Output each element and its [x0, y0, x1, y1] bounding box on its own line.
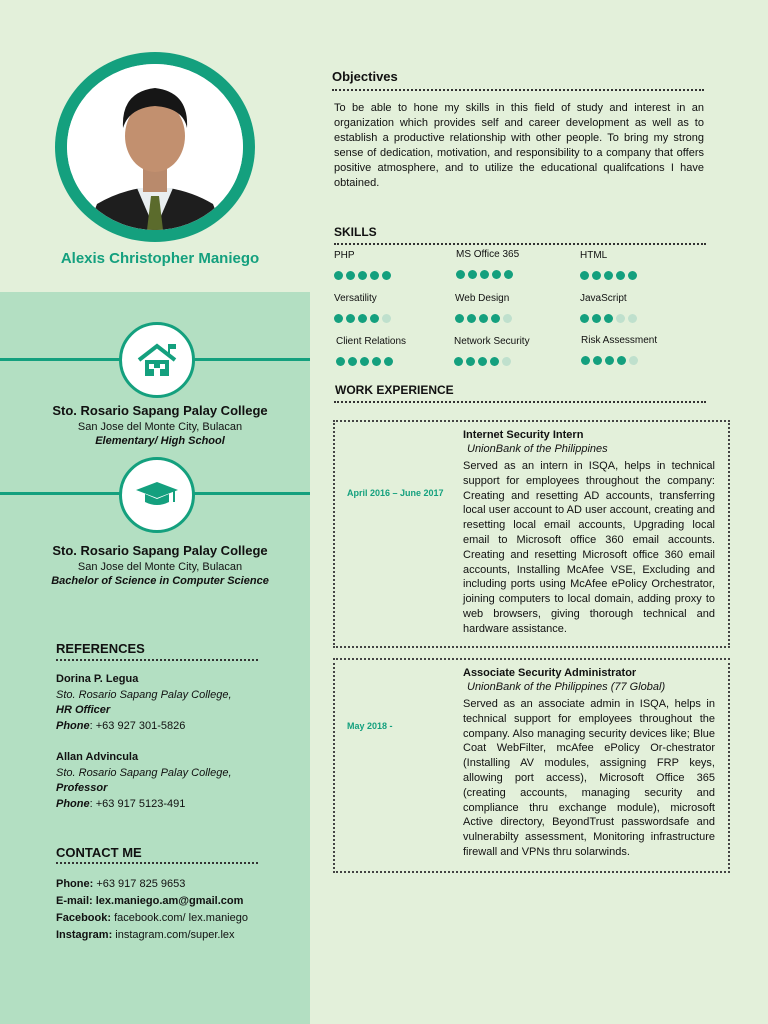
skill-name: Web Design — [455, 293, 510, 304]
job-item — [333, 420, 730, 648]
section-divider — [56, 659, 258, 661]
rating-dot-filled — [360, 357, 369, 366]
rating-dot-filled — [480, 270, 489, 279]
contact-phone-row — [56, 876, 248, 893]
objectives-title: Objectives — [332, 69, 398, 84]
rating-dot-filled — [504, 270, 513, 279]
contact-list — [56, 876, 248, 944]
skill-name: HTML — [580, 250, 608, 261]
skill-rating — [456, 270, 576, 279]
rating-dot-empty — [628, 314, 637, 323]
work-experience-title: WORK EXPERIENCE — [335, 383, 454, 397]
reference-phone-label: Phone — [56, 719, 90, 732]
reference-school: Sto. Rosario Sapang Palay College, — [56, 688, 232, 701]
candidate-name: Alexis Christopher Maniego — [60, 250, 260, 267]
rating-dot-filled — [604, 314, 613, 323]
job-description: Served as an intern in ISQA, helps in technical support for employees throughout the company: Creating and resetting AD accounts, transferring local user account to AD user account, creating and resetting local email accounts, Upgrading local email to Microsoft office 360 email accounts. Creating and resetting Microsoft office 360 email accounts, Installing McAfee VSE, Excluding and including ports using McAfee ePolicy Orchestrator, joining computers to local domain, adding proxy to web browsers, giving thorough technical and hardware assistance. — [463, 460, 715, 635]
skill-item — [581, 335, 701, 365]
skill-rating — [580, 271, 700, 280]
skill-name: PHP — [334, 250, 355, 261]
education-school: Sto. Rosario Sapang Palay College — [52, 403, 268, 418]
contact-phone: +63 917 825 9653 — [93, 878, 186, 890]
section-divider — [334, 401, 706, 403]
education-school: Sto. Rosario Sapang Palay College — [52, 543, 268, 558]
skill-item — [580, 293, 700, 323]
rating-dot-filled — [370, 271, 379, 280]
skill-item — [455, 293, 575, 323]
skill-item — [336, 336, 456, 366]
rating-dot-filled — [466, 357, 475, 366]
rating-dot-filled — [592, 314, 601, 323]
reference-phone: : +63 927 301-5826 — [89, 719, 186, 732]
rating-dot-filled — [479, 314, 488, 323]
rating-dot-filled — [593, 356, 602, 365]
skill-item — [580, 250, 700, 280]
job-details — [463, 667, 715, 860]
rating-dot-filled — [455, 314, 464, 323]
references-title: REFERENCES — [56, 641, 145, 656]
skill-name: Client Relations — [336, 336, 407, 347]
contact-facebook: facebook.com/ lex.maniego — [111, 912, 248, 924]
rating-dot-filled — [478, 357, 487, 366]
education-item — [0, 403, 320, 447]
job-item — [333, 658, 730, 873]
house-icon — [119, 322, 195, 398]
rating-dot-filled — [358, 314, 367, 323]
rating-dot-filled — [491, 314, 500, 323]
rating-dot-filled — [372, 357, 381, 366]
skill-item — [334, 293, 454, 323]
rating-dot-filled — [490, 357, 499, 366]
skill-name: Risk Assessment — [581, 335, 658, 346]
reference-name: Allan Advincula — [56, 751, 139, 763]
contact-instagram-row — [56, 927, 248, 944]
skill-item — [334, 250, 454, 280]
rating-dot-filled — [604, 271, 613, 280]
contact-instagram-label: Instagram: — [56, 929, 113, 941]
section-divider — [334, 243, 706, 245]
skill-rating — [455, 314, 575, 323]
reference-item — [56, 750, 232, 812]
skill-name: MS Office 365 — [456, 249, 520, 260]
skill-rating — [580, 314, 700, 323]
contact-email-label: E-mail: — [56, 895, 93, 907]
rating-dot-filled — [346, 314, 355, 323]
education-city: San Jose del Monte City, Bulacan — [77, 561, 243, 573]
rating-dot-filled — [358, 271, 367, 280]
rating-dot-filled — [492, 270, 501, 279]
skill-item — [456, 249, 576, 279]
contact-phone-label: Phone: — [56, 878, 94, 890]
education-item — [0, 543, 320, 587]
profile-photo — [67, 64, 243, 230]
rating-dot-filled — [580, 314, 589, 323]
rating-dot-filled — [628, 271, 637, 280]
rating-dot-empty — [382, 314, 391, 323]
rating-dot-filled — [605, 356, 614, 365]
job-date: April 2016 – June 2017 — [347, 488, 444, 498]
skill-item — [454, 336, 574, 366]
skill-rating — [334, 314, 454, 323]
job-company: UnionBank of the Philippines — [467, 443, 608, 455]
reference-school: Sto. Rosario Sapang Palay College, — [56, 766, 232, 779]
skill-rating — [581, 356, 701, 365]
contact-email: lex.maniego.am@gmail.com — [92, 895, 244, 907]
reference-phone-label: Phone — [56, 797, 90, 810]
skill-name: JavaScript — [580, 293, 627, 304]
rating-dot-empty — [502, 357, 511, 366]
rating-dot-filled — [334, 314, 343, 323]
rating-dot-filled — [382, 271, 391, 280]
rating-dot-filled — [334, 271, 343, 280]
reference-item — [56, 672, 232, 734]
rating-dot-empty — [616, 314, 625, 323]
skill-rating — [336, 357, 456, 366]
rating-dot-filled — [336, 357, 345, 366]
section-divider — [56, 862, 258, 864]
reference-name: Dorina P. Legua — [56, 673, 139, 685]
job-date: May 2018 - — [347, 721, 393, 731]
skill-name: Network Security — [454, 336, 530, 347]
objectives-text: To be able to hone my skills in this field of study and interest in an organization which provides self and career development as well as to establish a productive relationship with other people. To bring my strong sense of dedication, motivation, and responsibility to a company that offers positive atmosphere, and to utilize the educational qualifcations I have obtained. — [334, 102, 704, 189]
education-level: Elementary/ High School — [95, 435, 225, 447]
job-title: Associate Security Administrator — [463, 667, 637, 679]
rating-dot-filled — [384, 357, 393, 366]
skill-name: Versatility — [334, 293, 377, 304]
job-title: Internet Security Intern — [463, 429, 584, 441]
contact-facebook-row — [56, 910, 248, 927]
education-level: Bachelor of Science in Computer Science — [51, 575, 269, 587]
rating-dot-filled — [468, 270, 477, 279]
rating-dot-filled — [467, 314, 476, 323]
contact-facebook-label: Facebook: — [56, 912, 112, 924]
contact-instagram: instagram.com/super.lex — [112, 929, 235, 941]
reference-role: Professor — [56, 782, 108, 794]
rating-dot-filled — [616, 271, 625, 280]
job-description: Served as an associate admin in ISQA, helps in technical support for employees throughout the company. Also managing security devices like; Blue Coat WebFilter, mcAfee ePolicy Or-chestrator (Installing AV modules, assigning FRP keys, allowing port access), Microsoft Office 365 (creating accounts, managing security and compliance thru exchange module), microsoft Active directory, BeyondTrust passwordsafe and vulnerabilty assessment, Monitoring infrastructure firewall and VPNs thru solarwinds. — [463, 698, 715, 858]
rating-dot-filled — [454, 357, 463, 366]
rating-dot-filled — [370, 314, 379, 323]
rating-dot-filled — [581, 356, 590, 365]
skill-rating — [454, 357, 574, 366]
rating-dot-empty — [629, 356, 638, 365]
job-company: UnionBank of the Philippines (77 Global) — [467, 681, 666, 693]
job-details — [463, 429, 715, 637]
contact-email-row — [56, 893, 248, 910]
rating-dot-filled — [580, 271, 589, 280]
rating-dot-filled — [592, 271, 601, 280]
reference-phone: : +63 917 5123-491 — [89, 797, 186, 810]
rating-dot-filled — [348, 357, 357, 366]
section-divider — [332, 89, 704, 91]
rating-dot-empty — [503, 314, 512, 323]
reference-role: HR Officer — [56, 704, 111, 716]
contact-title: CONTACT ME — [56, 845, 142, 860]
rating-dot-filled — [346, 271, 355, 280]
skills-title: SKILLS — [334, 225, 377, 239]
education-city: San Jose del Monte City, Bulacan — [77, 421, 243, 433]
rating-dot-filled — [617, 356, 626, 365]
profile-photo-frame — [55, 52, 255, 242]
rating-dot-filled — [456, 270, 465, 279]
graduation-cap-icon — [119, 457, 195, 533]
skill-rating — [334, 271, 454, 280]
